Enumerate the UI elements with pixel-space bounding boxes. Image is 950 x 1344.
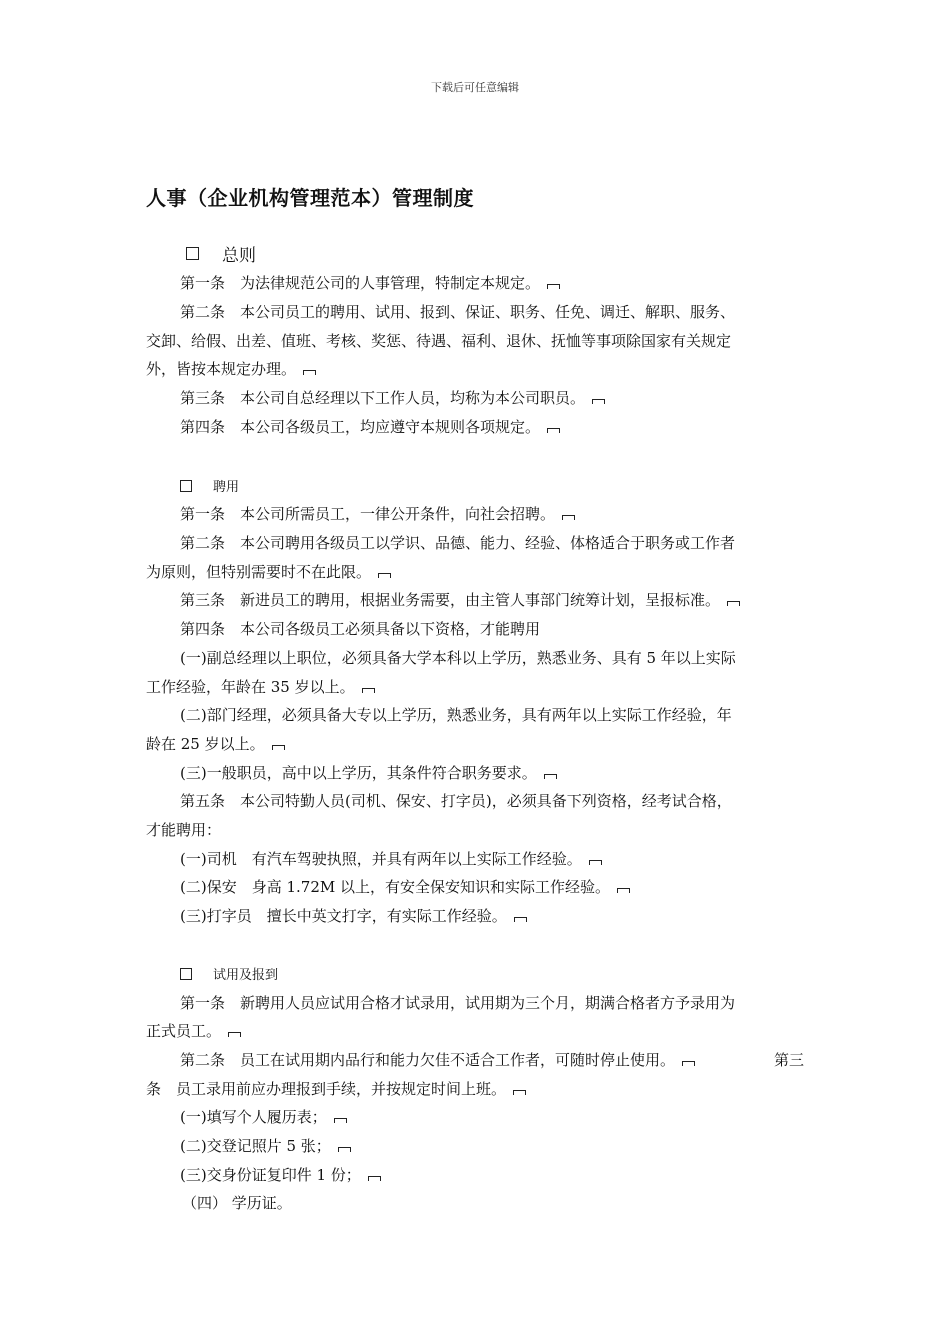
paragraph-line: 条 员工录用前应办理报到手续，并按规定时间上班。 bbox=[146, 1079, 526, 1099]
paragraph-line: (一)司机 有汽车驾驶执照，并具有两年以上实际工作经验。 bbox=[180, 849, 602, 869]
paragraph-mark-icon bbox=[378, 573, 391, 578]
page-header-note: 下载后可任意编辑 bbox=[431, 81, 519, 94]
paragraph-line: (二)交登记照片 5 张； bbox=[180, 1136, 351, 1156]
paragraph-mark-icon bbox=[589, 860, 602, 865]
paragraph-mark-icon bbox=[727, 601, 740, 606]
paragraph-line: 第四条 本公司各级员工，均应遵守本规则各项规定。 bbox=[180, 417, 560, 437]
paragraph-line: (一)副总经理以上职位，必须具备大学本科以上学历，熟悉业务、具有 5 年以上实际 bbox=[180, 649, 736, 667]
document-title: 人事（企业机构管理范本）管理制度 bbox=[146, 186, 474, 210]
section-heading-hiring bbox=[180, 476, 239, 495]
paragraph-mark-icon bbox=[272, 745, 285, 750]
paragraph-line: 第一条 新聘用人员应试用合格才试录用，试用期为三个月，期满合格者方予录用为 bbox=[180, 994, 736, 1012]
section-heading-text: 聘用 bbox=[213, 480, 240, 495]
paragraph-line: 交卸、给假、出差、值班、考核、奖惩、待遇、福利、退休、抚恤等事项除国家有关规定 bbox=[146, 332, 732, 350]
paragraph-mark-icon bbox=[617, 888, 630, 893]
paragraph-mark-icon bbox=[562, 515, 575, 520]
paragraph-line: 第二条 本公司员工的聘用、试用、报到、保证、职务、任免、调迁、解职、服务、 bbox=[180, 303, 736, 321]
paragraph-line: (一)填写个人履历表； bbox=[180, 1107, 347, 1127]
paragraph-line: 工作经验，年龄在 35 岁以上。 bbox=[146, 677, 375, 697]
section-heading-text: 试用及报到 bbox=[213, 968, 279, 983]
paragraph-line: （四） 学历证。 bbox=[182, 1194, 292, 1212]
paragraph-line: 第三条 本公司自总经理以下工作人员，均称为本公司职员。 bbox=[180, 388, 605, 408]
paragraph-mark-icon bbox=[303, 370, 316, 375]
checkbox-icon bbox=[180, 480, 192, 492]
paragraph-mark-icon bbox=[547, 428, 560, 433]
paragraph-line: 第五条 本公司特勤人员(司机、保安、打字员)，必须具备下列资格，经考试合格， bbox=[180, 792, 732, 810]
paragraph-line: 第三条 新进员工的聘用，根据业务需要，由主管人事部门统筹计划，呈报标准。 bbox=[180, 590, 740, 610]
paragraph-mark-icon bbox=[544, 774, 557, 779]
paragraph-line: (三)一般职员，高中以上学历，其条件符合职务要求。 bbox=[180, 763, 557, 783]
paragraph-line: (二)保安 身高 1.72M 以上，有安全保安知识和实际工作经验。 bbox=[180, 877, 630, 897]
paragraph-line: 第二条 员工在试用期内品行和能力欠佳不适合工作者，可随时停止使用。 bbox=[180, 1050, 695, 1070]
paragraph-line: (三)交身份证复印件 1 份； bbox=[180, 1165, 381, 1185]
paragraph-mark-icon bbox=[228, 1032, 241, 1037]
paragraph-line: 第一条 为法律规范公司的人事管理，特制定本规定。 bbox=[180, 273, 560, 293]
section-heading-probation bbox=[180, 964, 278, 983]
section-heading-text: 总则 bbox=[222, 246, 256, 266]
paragraph-mark-icon bbox=[513, 1090, 526, 1095]
checkbox-icon bbox=[180, 968, 192, 980]
paragraph-mark-icon bbox=[547, 284, 560, 289]
paragraph-mark-icon bbox=[362, 688, 375, 693]
paragraph-mark-icon bbox=[682, 1061, 695, 1066]
paragraph-mark-icon bbox=[334, 1118, 347, 1123]
paragraph-line: 第二条 本公司聘用各级员工以学识、品德、能力、经验、体格适合于职务或工作者 bbox=[180, 534, 736, 552]
paragraph-line: (三)打字员 擅长中英文打字，有实际工作经验。 bbox=[180, 906, 527, 926]
paragraph-line: (二)部门经理，必须具备大专以上学历，熟悉业务，具有两年以上实际工作经验，年 bbox=[180, 706, 732, 724]
paragraph-line: 龄在 25 岁以上。 bbox=[146, 734, 285, 754]
paragraph-line: 为原则，但特别需要时不在此限。 bbox=[146, 562, 391, 582]
paragraph-line: 第三 bbox=[774, 1051, 805, 1069]
paragraph-mark-icon bbox=[592, 399, 605, 404]
paragraph-line: 第一条 本公司所需员工，一律公开条件，向社会招聘。 bbox=[180, 504, 575, 524]
paragraph-mark-icon bbox=[368, 1176, 381, 1181]
section-heading-general bbox=[180, 241, 256, 266]
paragraph-line: 才能聘用： bbox=[146, 821, 222, 839]
checkbox-icon bbox=[186, 247, 199, 260]
paragraph-line: 外，皆按本规定办理。 bbox=[146, 359, 316, 379]
paragraph-mark-icon bbox=[514, 917, 527, 922]
paragraph-line: 第四条 本公司各级员工必须具备以下资格，才能聘用 bbox=[180, 620, 541, 638]
paragraph-mark-icon bbox=[338, 1147, 351, 1152]
paragraph-line: 正式员工。 bbox=[146, 1021, 241, 1041]
